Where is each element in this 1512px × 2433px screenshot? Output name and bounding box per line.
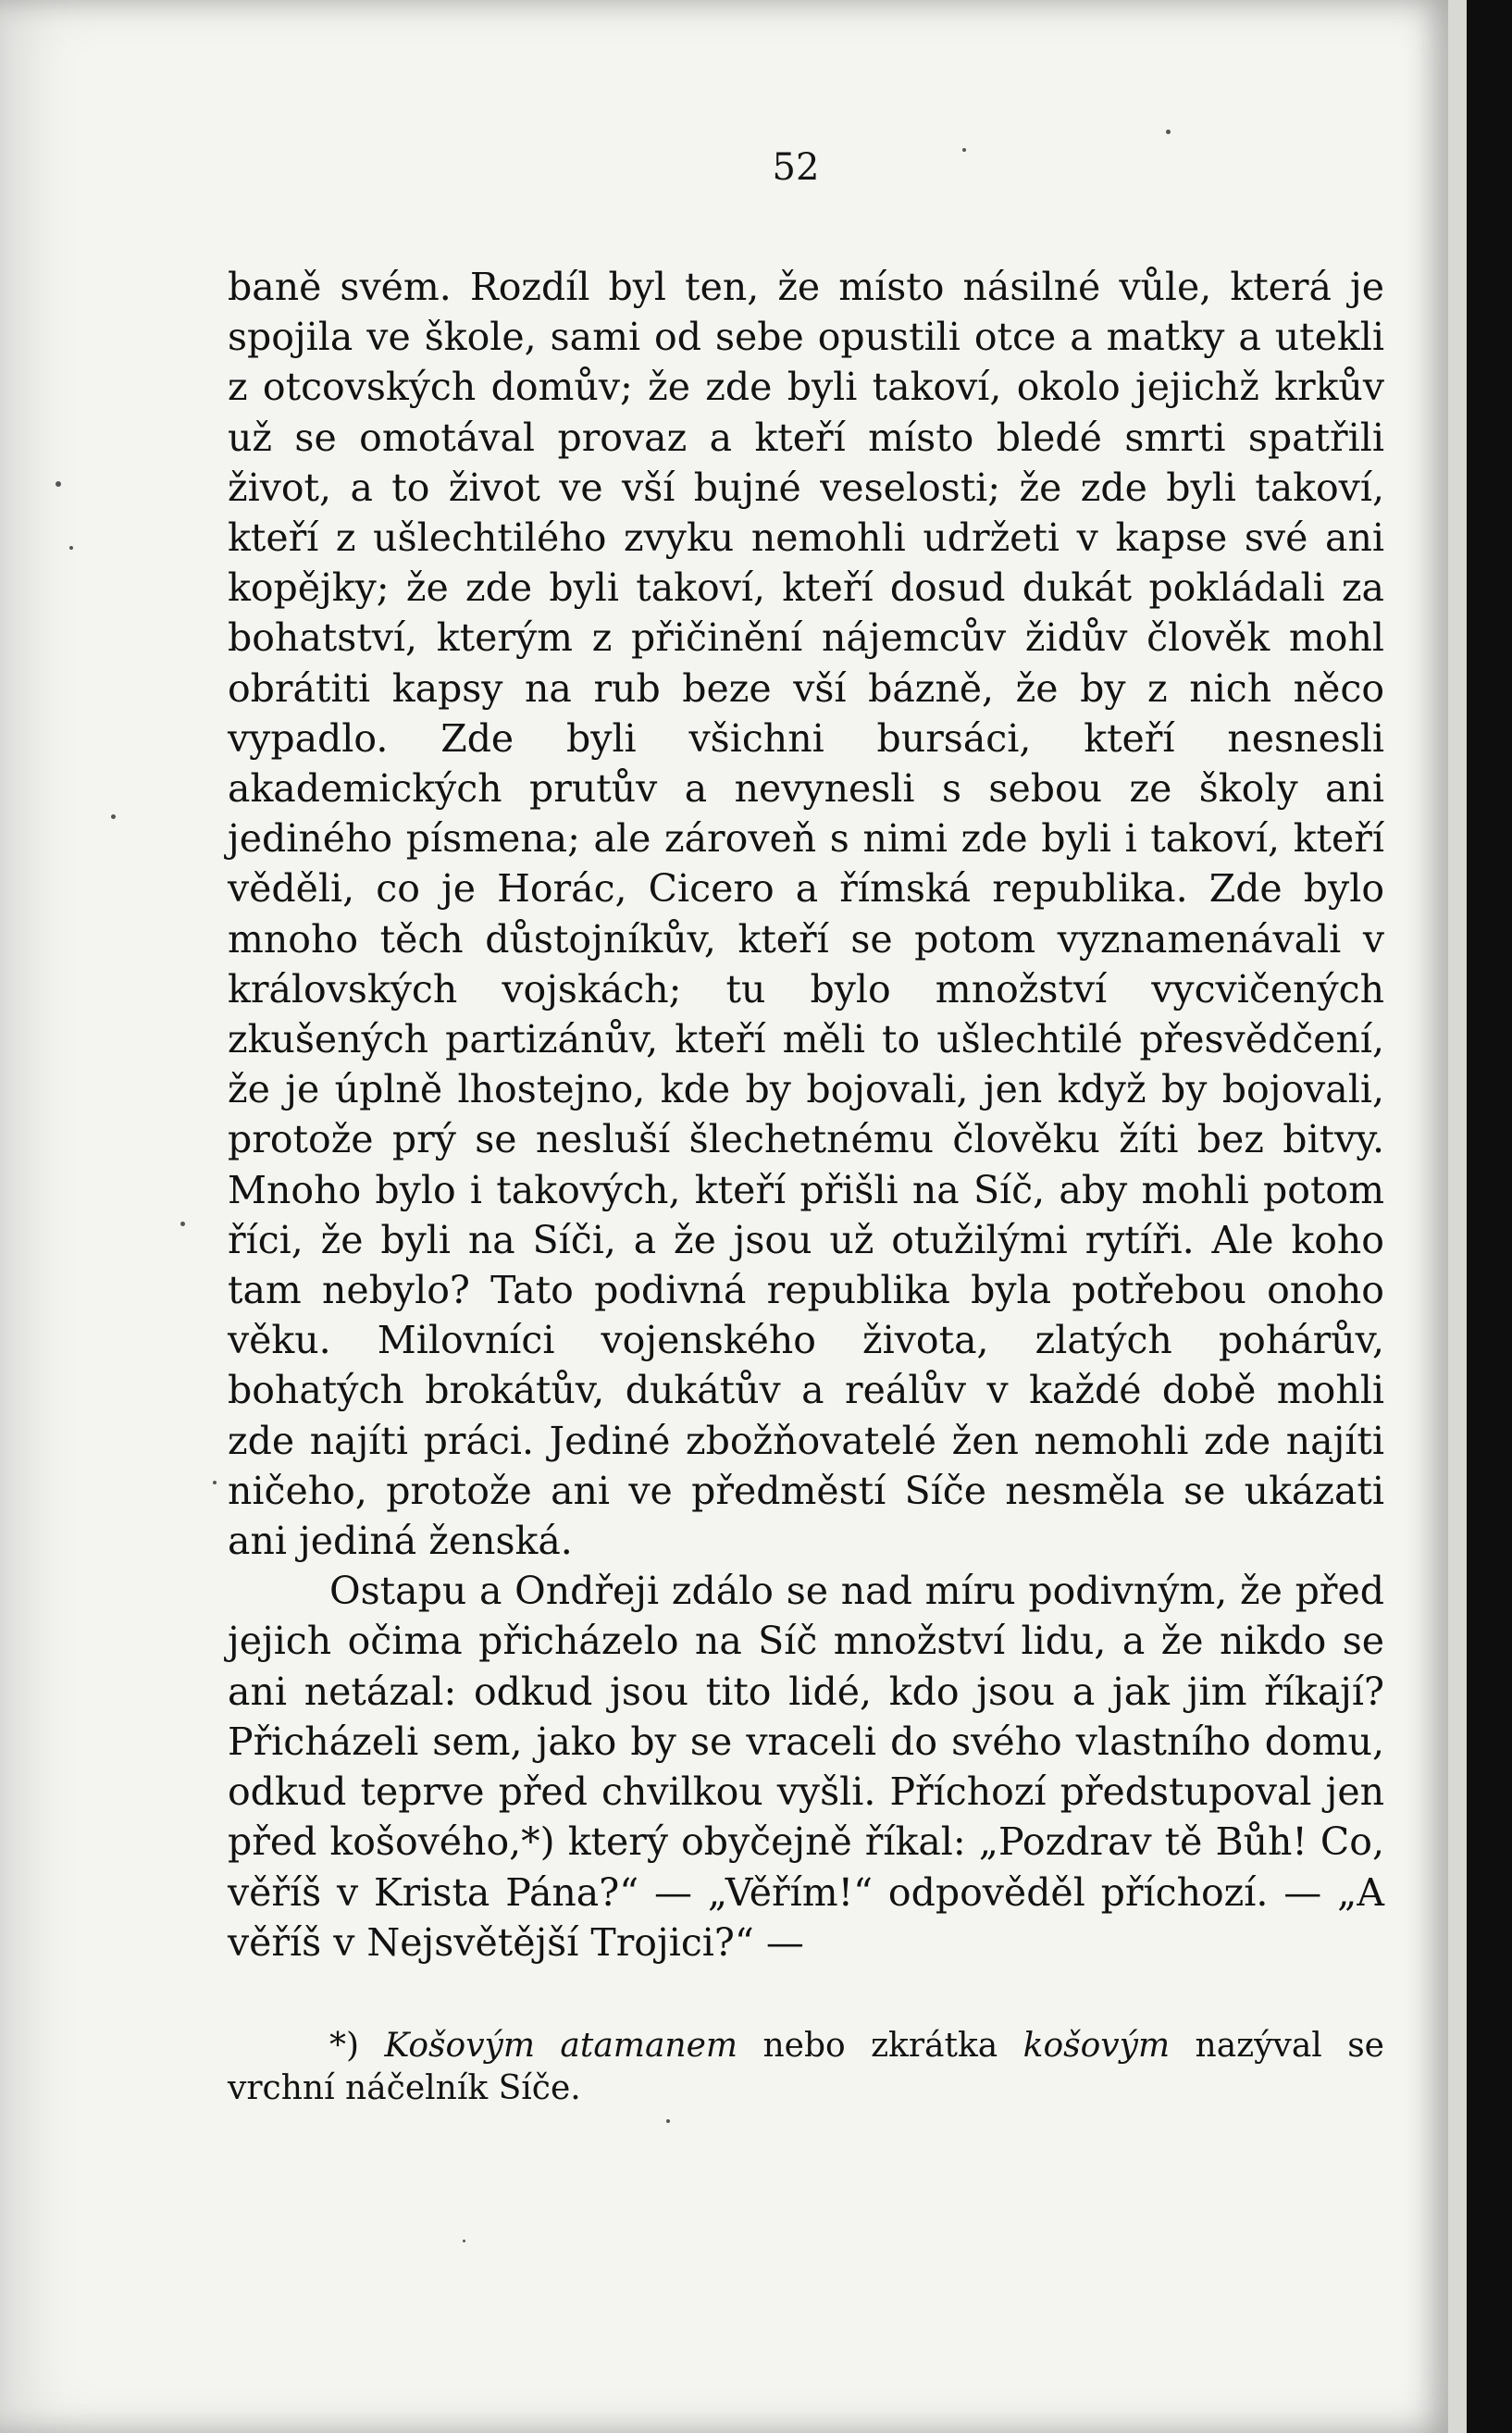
- page-number: 52: [772, 146, 820, 189]
- paragraph-2: Ostapu a Ondřeji zdálo se nad míru podivným, že před jejich očima přicházelo na Síč množství lidu, a že nikdo se ani netázal: odkud jsou tito lidé, kdo jsou a jak jim říkají? Přicházeli sem, jako by se vraceli do svého vlastního domu, odkud teprve před chvilkou vyšli. Příchozí předstupoval jen před košového,*) který obyčejně říkal: „Pozdrav tě Bůh! Co, věříš v Krista Pána?“ — „Věřím!“ odpověděl příchozí. — „A věříš v Nejsvětější Trojici?“ —: [228, 1569, 1384, 1965]
- footnote-marker: *): [329, 2027, 360, 2065]
- footnote: [228, 2025, 1384, 2110]
- footnote-term-2: košovým: [1022, 2027, 1171, 2065]
- main-text: [228, 262, 1384, 1968]
- footnote-term-1: Košovým atamanem: [384, 2027, 738, 2065]
- page-edge: [1448, 0, 1467, 2433]
- paragraph-1: baně svém. Rozdíl byl ten, že místo násilné vůle, která je spojila ve škole, sami od sebe opustili otce a matky a utekli z otcovských domův; že zde byli takoví, okolo jejichž krkův už se omotával provaz a kteří místo bledé smrti spatřili život, a to život ve vší bujné veselosti; že zde byli takoví, kteří z ušlechtilého zvyku nemohli udržeti v kapse své ani kopějky; že zde byli takoví, kteří dosud dukát pokládali za bohatství, kterým z přičinění nájemcův židův člověk mohl obrátiti kapsy na rub beze vší bázně, že by z nich něco vypadlo. Zde byli všichni bursáci, kteří nesnesli akademických prutův a nevynesli s sebou ze školy ani jediného písmena; ale zároveň s nimi zde byli i takoví, kteří věděli, co je Horác, Cicero a římská republika. Zde bylo mnoho těch důstojníkův, kteří se potom vyznamenávali v královských vojskách; tu bylo množství vycvičených zkušených partizánův, kteří měli to ušlechtilé přesvědčení, že je úplně lhostejno, kde by bojovali, jen když by bojovali, protože prý se nesluší šlechetnému člověku žíti bez bitvy. Mnoho bylo i takových, kteří přišli na Síč, aby mohli potom říci, že byli na Síči, a že jsou už otužilými rytíři. Ale koho tam nebylo? Tato podivná republika byla potřebou onoho věku. Milovníci vojenského života, zlatých pohárův, bohatých brokátův, dukátův a reálův v každé době mohli zde najíti práci. Jediné zbožňovatelé žen nemohli zde najíti ničeho, protože ani ve předměstí Síče nesměla se ukázati ani jediná ženská.: [228, 265, 1384, 1564]
- footnote-connector: nebo zkrátka: [762, 2027, 998, 2065]
- footnote-rest: nazýval se vrchní náčelník Síče.: [228, 2027, 1384, 2107]
